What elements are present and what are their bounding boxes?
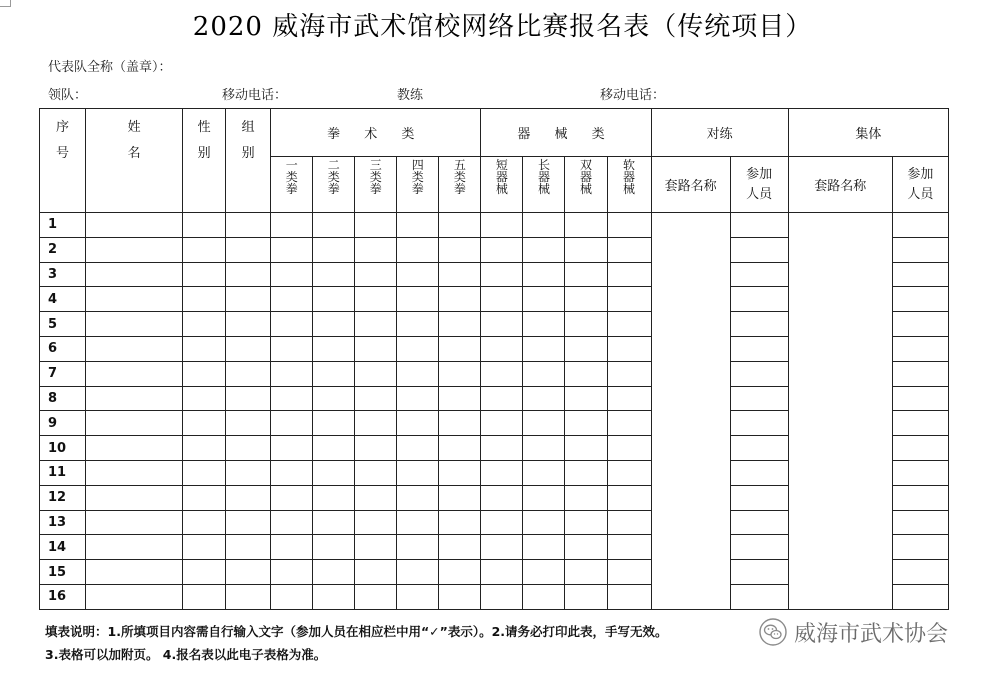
fist-5-cell[interactable] (439, 237, 481, 262)
weapon-long-cell[interactable] (523, 560, 565, 585)
jiti-participant-cell[interactable] (892, 485, 948, 510)
jiti-participant-cell[interactable] (892, 584, 948, 609)
weapon-long-cell[interactable] (523, 411, 565, 436)
row-number: 5 (40, 312, 86, 337)
jiti-participant-cell[interactable] (892, 262, 948, 287)
fist-2-cell[interactable] (313, 560, 355, 585)
duilian-participant-cell[interactable] (730, 237, 788, 262)
fist-3-cell[interactable] (355, 262, 397, 287)
fist-1-cell[interactable] (271, 535, 313, 560)
fist-4-cell[interactable] (397, 237, 439, 262)
fist-3-cell[interactable] (355, 485, 397, 510)
weapon-soft-cell[interactable] (607, 584, 651, 609)
weapon-long-cell[interactable] (523, 436, 565, 461)
weapon-short-cell[interactable] (481, 386, 523, 411)
weapon-short-cell[interactable] (481, 336, 523, 361)
duilian-participant-cell[interactable] (730, 535, 788, 560)
fist-2-cell[interactable] (313, 262, 355, 287)
weapon-long-cell[interactable] (523, 361, 565, 386)
group-cell[interactable] (226, 535, 271, 560)
weapon-soft-cell[interactable] (607, 535, 651, 560)
wechat-icon (758, 617, 788, 647)
duilian-participant-cell[interactable] (730, 485, 788, 510)
weapon-short-cell[interactable] (481, 535, 523, 560)
name-cell[interactable] (86, 535, 183, 560)
fist-1-cell[interactable] (271, 287, 313, 312)
row-number: 12 (40, 485, 86, 510)
weapon-short-cell[interactable] (481, 460, 523, 485)
gender-cell[interactable] (183, 287, 226, 312)
leader-label: 领队： (48, 88, 88, 103)
gender-cell[interactable] (183, 262, 226, 287)
fist-5-cell[interactable] (439, 213, 481, 238)
weapon-soft-cell[interactable] (607, 312, 651, 337)
name-cell[interactable] (86, 510, 183, 535)
fist-4-cell[interactable] (397, 460, 439, 485)
header-row-top (40, 109, 949, 157)
fist-3-cell[interactable] (355, 386, 397, 411)
header-weapon-long: 长器械 (523, 157, 565, 213)
jiti-participant-cell[interactable] (892, 411, 948, 436)
fist-2-cell[interactable] (313, 312, 355, 337)
fist-1-cell[interactable] (271, 237, 313, 262)
duilian-participant-cell[interactable] (730, 312, 788, 337)
weapon-double-cell[interactable] (565, 237, 607, 262)
weapon-short-cell[interactable] (481, 262, 523, 287)
row-number: 1 (40, 213, 86, 238)
fist-5-cell[interactable] (439, 535, 481, 560)
form-title: 2020 威海市武术馆校网络比赛报名表（传统项目） (192, 12, 813, 42)
jiti-participant-cell[interactable] (892, 287, 948, 312)
fist-1-cell[interactable] (271, 262, 313, 287)
fist-1-cell[interactable] (271, 213, 313, 238)
group-cell[interactable] (226, 361, 271, 386)
weapon-short-cell[interactable] (481, 213, 523, 238)
weapon-long-cell[interactable] (523, 386, 565, 411)
duilian-participant-cell[interactable] (730, 584, 788, 609)
fist-5-cell[interactable] (439, 411, 481, 436)
weapon-soft-cell[interactable] (607, 460, 651, 485)
group-cell[interactable] (226, 262, 271, 287)
fist-1-cell[interactable] (271, 336, 313, 361)
name-cell[interactable] (86, 386, 183, 411)
weapon-double-cell[interactable] (565, 361, 607, 386)
header-fist-4: 四类拳 (397, 157, 439, 213)
row-number: 10 (40, 436, 86, 461)
weapon-long-cell[interactable] (523, 336, 565, 361)
header-fist-2: 二类拳 (313, 157, 355, 213)
group-cell[interactable] (226, 287, 271, 312)
duilian-participant-cell[interactable] (730, 336, 788, 361)
weapon-short-cell[interactable] (481, 485, 523, 510)
fist-1-cell[interactable] (271, 436, 313, 461)
header-jiti-routine: 套路名称 (788, 157, 892, 213)
leader-phone-label: 移动电话： (222, 88, 288, 103)
coach-label: 教练 (397, 88, 424, 103)
fist-1-cell[interactable] (271, 584, 313, 609)
row-number: 11 (40, 460, 86, 485)
jiti-participant-cell[interactable] (892, 312, 948, 337)
fist-3-cell[interactable] (355, 336, 397, 361)
duilian-participant-cell[interactable] (730, 560, 788, 585)
row-number: 16 (40, 584, 86, 609)
gender-cell[interactable] (183, 386, 226, 411)
fist-1-cell[interactable] (271, 510, 313, 535)
fist-4-cell[interactable] (397, 361, 439, 386)
weapon-soft-cell[interactable] (607, 213, 651, 238)
weapon-short-cell[interactable] (481, 510, 523, 535)
fist-5-cell[interactable] (439, 560, 481, 585)
fist-3-cell[interactable] (355, 312, 397, 337)
fist-1-cell[interactable] (271, 361, 313, 386)
header-fist-1: 一类拳 (271, 157, 313, 213)
group-cell[interactable] (226, 560, 271, 585)
name-cell[interactable] (86, 560, 183, 585)
group-cell[interactable] (226, 510, 271, 535)
name-cell[interactable] (86, 361, 183, 386)
fist-4-cell[interactable] (397, 411, 439, 436)
weapon-soft-cell[interactable] (607, 237, 651, 262)
weapon-long-cell[interactable] (523, 535, 565, 560)
row-number: 9 (40, 411, 86, 436)
gender-cell[interactable] (183, 510, 226, 535)
weapon-long-cell[interactable] (523, 460, 565, 485)
fist-1-cell[interactable] (271, 411, 313, 436)
header-jiti-participants: 参加人员 (892, 157, 948, 213)
name-cell[interactable] (86, 460, 183, 485)
name-cell[interactable] (86, 213, 183, 238)
weapon-double-cell[interactable] (565, 262, 607, 287)
fist-2-cell[interactable] (313, 485, 355, 510)
header-name: 姓名 (86, 109, 183, 213)
group-cell[interactable] (226, 436, 271, 461)
fist-3-cell[interactable] (355, 584, 397, 609)
jiti-participant-cell[interactable] (892, 386, 948, 411)
fist-2-cell[interactable] (313, 213, 355, 238)
header-fist-category: 拳 术 类 (271, 109, 481, 157)
header-fist-3: 三类拳 (355, 157, 397, 213)
weapon-long-cell[interactable] (523, 485, 565, 510)
fist-2-cell[interactable] (313, 411, 355, 436)
fist-2-cell[interactable] (313, 436, 355, 461)
weapon-short-cell[interactable] (481, 361, 523, 386)
fist-3-cell[interactable] (355, 535, 397, 560)
weapon-short-cell[interactable] (481, 312, 523, 337)
row-number: 7 (40, 361, 86, 386)
header-group: 组别 (226, 109, 271, 213)
fist-3-cell[interactable] (355, 237, 397, 262)
fist-3-cell[interactable] (355, 361, 397, 386)
fist-4-cell[interactable] (397, 560, 439, 585)
fist-3-cell[interactable] (355, 287, 397, 312)
fist-4-cell[interactable] (397, 386, 439, 411)
name-cell[interactable] (86, 436, 183, 461)
weapon-long-cell[interactable] (523, 510, 565, 535)
gender-cell[interactable] (183, 361, 226, 386)
fist-3-cell[interactable] (355, 436, 397, 461)
weapon-soft-cell[interactable] (607, 510, 651, 535)
group-cell[interactable] (226, 336, 271, 361)
row-number: 6 (40, 336, 86, 361)
name-cell[interactable] (86, 312, 183, 337)
weapon-soft-cell[interactable] (607, 485, 651, 510)
fist-5-cell[interactable] (439, 510, 481, 535)
name-cell[interactable] (86, 485, 183, 510)
duilian-participant-cell[interactable] (730, 287, 788, 312)
jiti-routine-cell[interactable] (788, 213, 892, 610)
jiti-participant-cell[interactable] (892, 535, 948, 560)
weapon-soft-cell[interactable] (607, 560, 651, 585)
weapon-long-cell[interactable] (523, 213, 565, 238)
fist-4-cell[interactable] (397, 336, 439, 361)
fist-4-cell[interactable] (397, 312, 439, 337)
jiti-participant-cell[interactable] (892, 560, 948, 585)
jiti-participant-cell[interactable] (892, 213, 948, 238)
weapon-double-cell[interactable] (565, 584, 607, 609)
fist-5-cell[interactable] (439, 312, 481, 337)
fist-4-cell[interactable] (397, 436, 439, 461)
weapon-double-cell[interactable] (565, 336, 607, 361)
group-cell[interactable] (226, 237, 271, 262)
gender-cell[interactable] (183, 411, 226, 436)
fist-5-cell[interactable] (439, 436, 481, 461)
fist-1-cell[interactable] (271, 560, 313, 585)
weapon-long-cell[interactable] (523, 262, 565, 287)
weapon-double-cell[interactable] (565, 312, 607, 337)
jiti-participant-cell[interactable] (892, 361, 948, 386)
fist-3-cell[interactable] (355, 411, 397, 436)
row-number: 4 (40, 287, 86, 312)
fist-2-cell[interactable] (313, 460, 355, 485)
header-gender: 性别 (183, 109, 226, 213)
gender-cell[interactable] (183, 584, 226, 609)
weapon-short-cell[interactable] (481, 436, 523, 461)
weapon-double-cell[interactable] (565, 535, 607, 560)
jiti-participant-cell[interactable] (892, 237, 948, 262)
gender-cell[interactable] (183, 560, 226, 585)
fist-4-cell[interactable] (397, 485, 439, 510)
weapon-short-cell[interactable] (481, 411, 523, 436)
duilian-participant-cell[interactable] (730, 262, 788, 287)
weapon-soft-cell[interactable] (607, 436, 651, 461)
fist-2-cell[interactable] (313, 287, 355, 312)
fist-5-cell[interactable] (439, 361, 481, 386)
weapon-soft-cell[interactable] (607, 361, 651, 386)
fist-2-cell[interactable] (313, 510, 355, 535)
fist-3-cell[interactable] (355, 510, 397, 535)
weapon-long-cell[interactable] (523, 287, 565, 312)
fist-4-cell[interactable] (397, 510, 439, 535)
duilian-participant-cell[interactable] (730, 510, 788, 535)
fist-2-cell[interactable] (313, 535, 355, 560)
jiti-participant-cell[interactable] (892, 460, 948, 485)
fist-5-cell[interactable] (439, 262, 481, 287)
weapon-double-cell[interactable] (565, 560, 607, 585)
gender-cell[interactable] (183, 460, 226, 485)
header-duilian-participants: 参加人员 (730, 157, 788, 213)
duilian-participant-cell[interactable] (730, 213, 788, 238)
fist-4-cell[interactable] (397, 584, 439, 609)
fist-1-cell[interactable] (271, 386, 313, 411)
gender-cell[interactable] (183, 213, 226, 238)
weapon-double-cell[interactable] (565, 510, 607, 535)
row-number: 13 (40, 510, 86, 535)
row-number: 14 (40, 535, 86, 560)
duilian-routine-cell[interactable] (651, 213, 730, 610)
fist-2-cell[interactable] (313, 584, 355, 609)
gender-cell[interactable] (183, 312, 226, 337)
jiti-participant-cell[interactable] (892, 510, 948, 535)
jiti-participant-cell[interactable] (892, 436, 948, 461)
fist-4-cell[interactable] (397, 535, 439, 560)
fist-5-cell[interactable] (439, 336, 481, 361)
fist-1-cell[interactable] (271, 460, 313, 485)
weapon-short-cell[interactable] (481, 287, 523, 312)
header-seq: 序号 (40, 109, 86, 213)
group-cell[interactable] (226, 460, 271, 485)
weapon-double-cell[interactable] (565, 386, 607, 411)
weapon-soft-cell[interactable] (607, 411, 651, 436)
fist-4-cell[interactable] (397, 213, 439, 238)
weapon-double-cell[interactable] (565, 213, 607, 238)
table-row (40, 213, 949, 238)
group-cell[interactable] (226, 312, 271, 337)
row-number: 15 (40, 560, 86, 585)
name-cell[interactable] (86, 262, 183, 287)
fist-1-cell[interactable] (271, 485, 313, 510)
header-duilian: 对练 (651, 109, 788, 157)
fist-2-cell[interactable] (313, 361, 355, 386)
fist-5-cell[interactable] (439, 386, 481, 411)
weapon-short-cell[interactable] (481, 237, 523, 262)
header-jiti: 集体 (788, 109, 948, 157)
fist-5-cell[interactable] (439, 485, 481, 510)
fist-5-cell[interactable] (439, 287, 481, 312)
jiti-participant-cell[interactable] (892, 336, 948, 361)
weapon-long-cell[interactable] (523, 312, 565, 337)
group-cell[interactable] (226, 485, 271, 510)
header-weapon-short: 短器械 (481, 157, 523, 213)
name-cell[interactable] (86, 237, 183, 262)
duilian-participant-cell[interactable] (730, 361, 788, 386)
duilian-participant-cell[interactable] (730, 436, 788, 461)
row-number: 3 (40, 262, 86, 287)
fist-4-cell[interactable] (397, 262, 439, 287)
name-cell[interactable] (86, 287, 183, 312)
gender-cell[interactable] (183, 237, 226, 262)
weapon-short-cell[interactable] (481, 584, 523, 609)
fist-2-cell[interactable] (313, 237, 355, 262)
weapon-soft-cell[interactable] (607, 287, 651, 312)
header-weapon-category: 器 械 类 (481, 109, 651, 157)
team-name-label: 代表队全称（盖章）： (48, 60, 172, 75)
group-cell[interactable] (226, 386, 271, 411)
fist-2-cell[interactable] (313, 386, 355, 411)
gender-cell[interactable] (183, 336, 226, 361)
name-cell[interactable] (86, 411, 183, 436)
weapon-soft-cell[interactable] (607, 386, 651, 411)
duilian-participant-cell[interactable] (730, 411, 788, 436)
gender-cell[interactable] (183, 485, 226, 510)
fist-1-cell[interactable] (271, 312, 313, 337)
watermark (758, 614, 986, 650)
fist-4-cell[interactable] (397, 287, 439, 312)
gender-cell[interactable] (183, 535, 226, 560)
fist-3-cell[interactable] (355, 460, 397, 485)
header-weapon-soft: 软器械 (607, 157, 651, 213)
weapon-double-cell[interactable] (565, 436, 607, 461)
header-fist-5: 五类拳 (439, 157, 481, 213)
gender-cell[interactable] (183, 436, 226, 461)
weapon-soft-cell[interactable] (607, 336, 651, 361)
weapon-double-cell[interactable] (565, 485, 607, 510)
header-duilian-routine: 套路名称 (651, 157, 730, 213)
header-weapon-double: 双器械 (565, 157, 607, 213)
registration-table (39, 108, 949, 610)
watermark-text: 威海市武术协会 (794, 621, 949, 647)
fist-5-cell[interactable] (439, 584, 481, 609)
weapon-double-cell[interactable] (565, 411, 607, 436)
name-cell[interactable] (86, 336, 183, 361)
row-number: 8 (40, 386, 86, 411)
weapon-double-cell[interactable] (565, 460, 607, 485)
weapon-double-cell[interactable] (565, 287, 607, 312)
weapon-long-cell[interactable] (523, 584, 565, 609)
notes-line-1: 填表说明：1.所填项目内容需自行输入文字（参加人员在相应栏中用“✓”表示）。2.请务必打印此表，手写无效。 (45, 624, 668, 639)
fist-5-cell[interactable] (439, 460, 481, 485)
row-number: 2 (40, 237, 86, 262)
notes-line-2: 3.表格可以加附页。 4.报名表以此电子表格为准。 (45, 647, 327, 662)
weapon-long-cell[interactable] (523, 237, 565, 262)
duilian-participant-cell[interactable] (730, 386, 788, 411)
coach-phone-label: 移动电话： (600, 88, 666, 103)
weapon-short-cell[interactable] (481, 560, 523, 585)
fist-3-cell[interactable] (355, 560, 397, 585)
group-cell[interactable] (226, 584, 271, 609)
group-cell[interactable] (226, 213, 271, 238)
group-cell[interactable] (226, 411, 271, 436)
weapon-soft-cell[interactable] (607, 262, 651, 287)
duilian-participant-cell[interactable] (730, 460, 788, 485)
fist-3-cell[interactable] (355, 213, 397, 238)
name-cell[interactable] (86, 584, 183, 609)
fist-2-cell[interactable] (313, 336, 355, 361)
